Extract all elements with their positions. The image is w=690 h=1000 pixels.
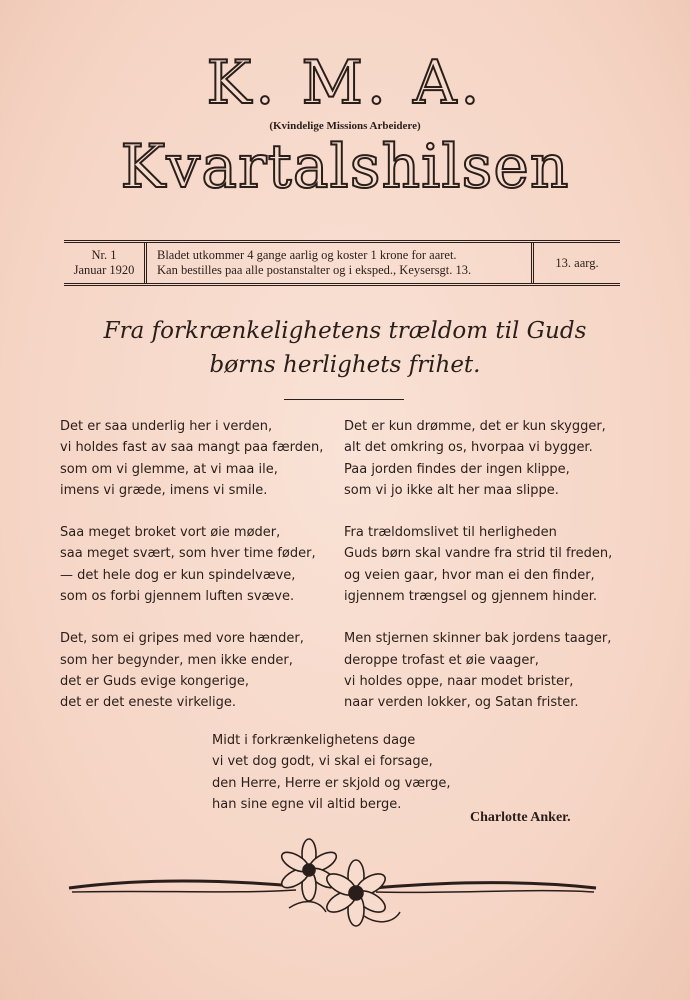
poem-line: naar verden lokker, og Satan frister. xyxy=(344,695,579,711)
poem-line: vi vet dog godt, vi skal ei forsage, xyxy=(212,754,433,770)
volume-label: 13. aarg. xyxy=(555,255,599,270)
paper-title: Kvartalshilsen xyxy=(120,132,570,202)
issue-info-bar xyxy=(64,240,620,286)
poem-line: som om vi glemme, at vi maa ile, xyxy=(60,461,278,477)
stanza xyxy=(344,416,644,501)
logo-text: K. M. A. xyxy=(206,48,484,118)
title-divider xyxy=(284,399,404,400)
poem-line: Det, som ei gripes med vore hænder, xyxy=(60,631,304,647)
poem-line: imens vi græde, imens vi smile. xyxy=(60,482,268,498)
poem-title-line: børns herlighets frihet. xyxy=(209,352,481,378)
poem-line: Saa meget broket vort øie møder, xyxy=(60,525,281,541)
stanza xyxy=(60,416,350,501)
issue-date: Januar 1920 xyxy=(73,263,135,277)
description-line: Kan bestilles paa alle postanstalter og i eksped., Keysersgt. 13. xyxy=(157,263,472,277)
poem-line: Midt i forkrænkelighetens dage xyxy=(212,733,416,748)
poem-line: igjennem trængsel og gjennem hinder. xyxy=(344,589,598,605)
poem-left-column xyxy=(60,416,350,735)
flower-vine-ornament-icon xyxy=(64,838,604,938)
stanza xyxy=(344,628,644,713)
poem-title xyxy=(60,314,630,382)
poem-line: han sine egne vil altid berge. xyxy=(212,796,402,812)
poem-title-line: Fra forkrænkelighetens trældom til Guds xyxy=(103,318,587,344)
masthead xyxy=(0,50,690,200)
poem-line: Men stjernen skinner bak jordens taager, xyxy=(344,631,612,647)
poem-line: det er Guds evige kongerige, xyxy=(60,673,249,689)
poem-line: som her begynder, men ikke ender, xyxy=(60,652,293,668)
author-signature: Charlotte Anker. xyxy=(470,810,571,825)
poem-line: vi holdes fast av saa mangt paa færden, xyxy=(60,440,324,456)
poem-line: Fra trældomslivet til herligheden xyxy=(344,525,557,541)
poem-line: som os forbi gjennem luften svæve. xyxy=(60,589,295,605)
poem-line: Guds børn skal vandre fra strid til freden, xyxy=(344,546,613,562)
poem-line: alt det omkring os, hvorpaa vi bygger. xyxy=(344,440,593,456)
poem-line: Det er saa underlig her i verden, xyxy=(60,419,273,434)
stanza xyxy=(344,522,644,607)
poem-line: Det er kun drømme, det er kun skygger, xyxy=(344,419,606,434)
description-cell xyxy=(147,243,534,283)
final-stanza xyxy=(212,730,472,815)
poem-line: som vi jo ikke alt her maa slippe. xyxy=(344,482,559,498)
poem-line: saa meget svært, som hver time føder, xyxy=(60,546,316,562)
poem-line: — det hele dog er kun spindelvæve, xyxy=(60,567,296,583)
poem-line: vi holdes oppe, naar modet brister, xyxy=(344,673,574,689)
volume-cell xyxy=(534,243,620,283)
stanza xyxy=(60,522,350,607)
poem-line: og veien gaar, hvor man ei den finder, xyxy=(344,567,595,583)
stanza xyxy=(60,628,350,713)
poem-right-column xyxy=(344,416,644,735)
publisher-subtitle: (Kvindelige Missions Arbeidere) xyxy=(269,120,421,132)
issue-cell xyxy=(64,243,147,283)
poem-line: deroppe trofast et øie vaager, xyxy=(344,652,539,668)
issue-number: Nr. 1 xyxy=(91,248,117,262)
poem-line: Paa jorden findes der ingen klippe, xyxy=(344,461,570,477)
poem-line: den Herre, Herre er skjold og værge, xyxy=(212,775,451,791)
description-line: Bladet utkommer 4 gange aarlig og koster 1 krone for aaret. xyxy=(157,248,457,262)
poem-line: det er det eneste virkelige. xyxy=(60,695,236,711)
